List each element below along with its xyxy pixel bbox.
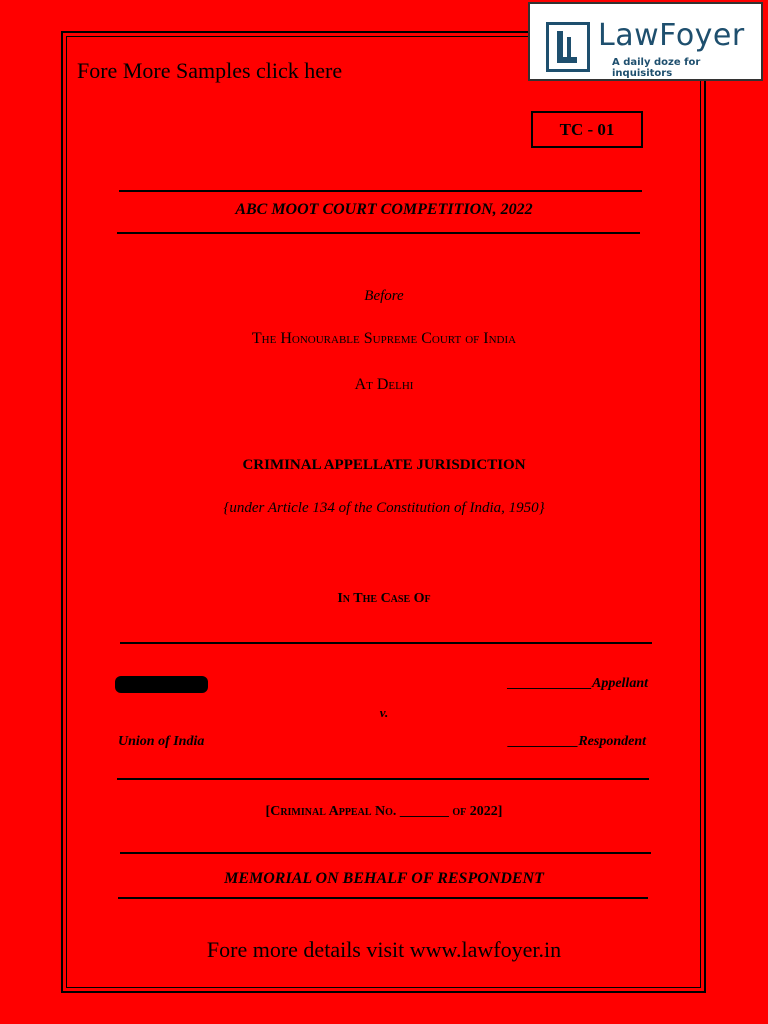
respondent-role: __________Respondent — [508, 734, 646, 749]
competition-title: ABC MOOT COURT COMPETITION, 2022 — [235, 201, 533, 218]
case-heading: In The Case Of — [337, 591, 431, 606]
appeal-number: [Criminal Appeal No. _______ of 2022] — [265, 804, 503, 819]
redacted-appellant-name — [115, 676, 208, 693]
divider — [120, 852, 651, 854]
before-label: Before — [364, 288, 404, 304]
team-code-box: TC - 01 — [531, 111, 643, 148]
lawfoyer-logo-icon — [546, 22, 590, 72]
versus-label: v. — [379, 705, 389, 720]
divider — [117, 232, 640, 234]
divider — [119, 190, 642, 192]
court-name: The Honourable Supreme Court of India — [251, 330, 517, 347]
memorial-title: MEMORIAL ON BEHALF OF RESPONDENT — [224, 870, 544, 887]
appellant-role: ____________Appellant — [507, 676, 648, 691]
lawfoyer-website-link[interactable]: Fore more details visit www.lawfoyer.in — [206, 937, 562, 962]
divider — [120, 642, 652, 644]
lawfoyer-logo[interactable] — [528, 2, 763, 81]
divider — [118, 897, 648, 899]
divider — [117, 778, 649, 780]
logo-name: LawFoyer — [598, 18, 745, 53]
jurisdiction-title: CRIMINAL APPELLATE JURISDICTION — [242, 457, 526, 473]
more-samples-link[interactable]: Fore More Samples click here — [77, 58, 343, 83]
logo-tagline: A daily doze for inquisitors — [612, 57, 701, 79]
court-location: At Delhi — [354, 376, 414, 393]
respondent-name: Union of India — [118, 734, 205, 749]
jurisdiction-article: {under Article 134 of the Constitution of India, 1950} — [223, 500, 545, 516]
